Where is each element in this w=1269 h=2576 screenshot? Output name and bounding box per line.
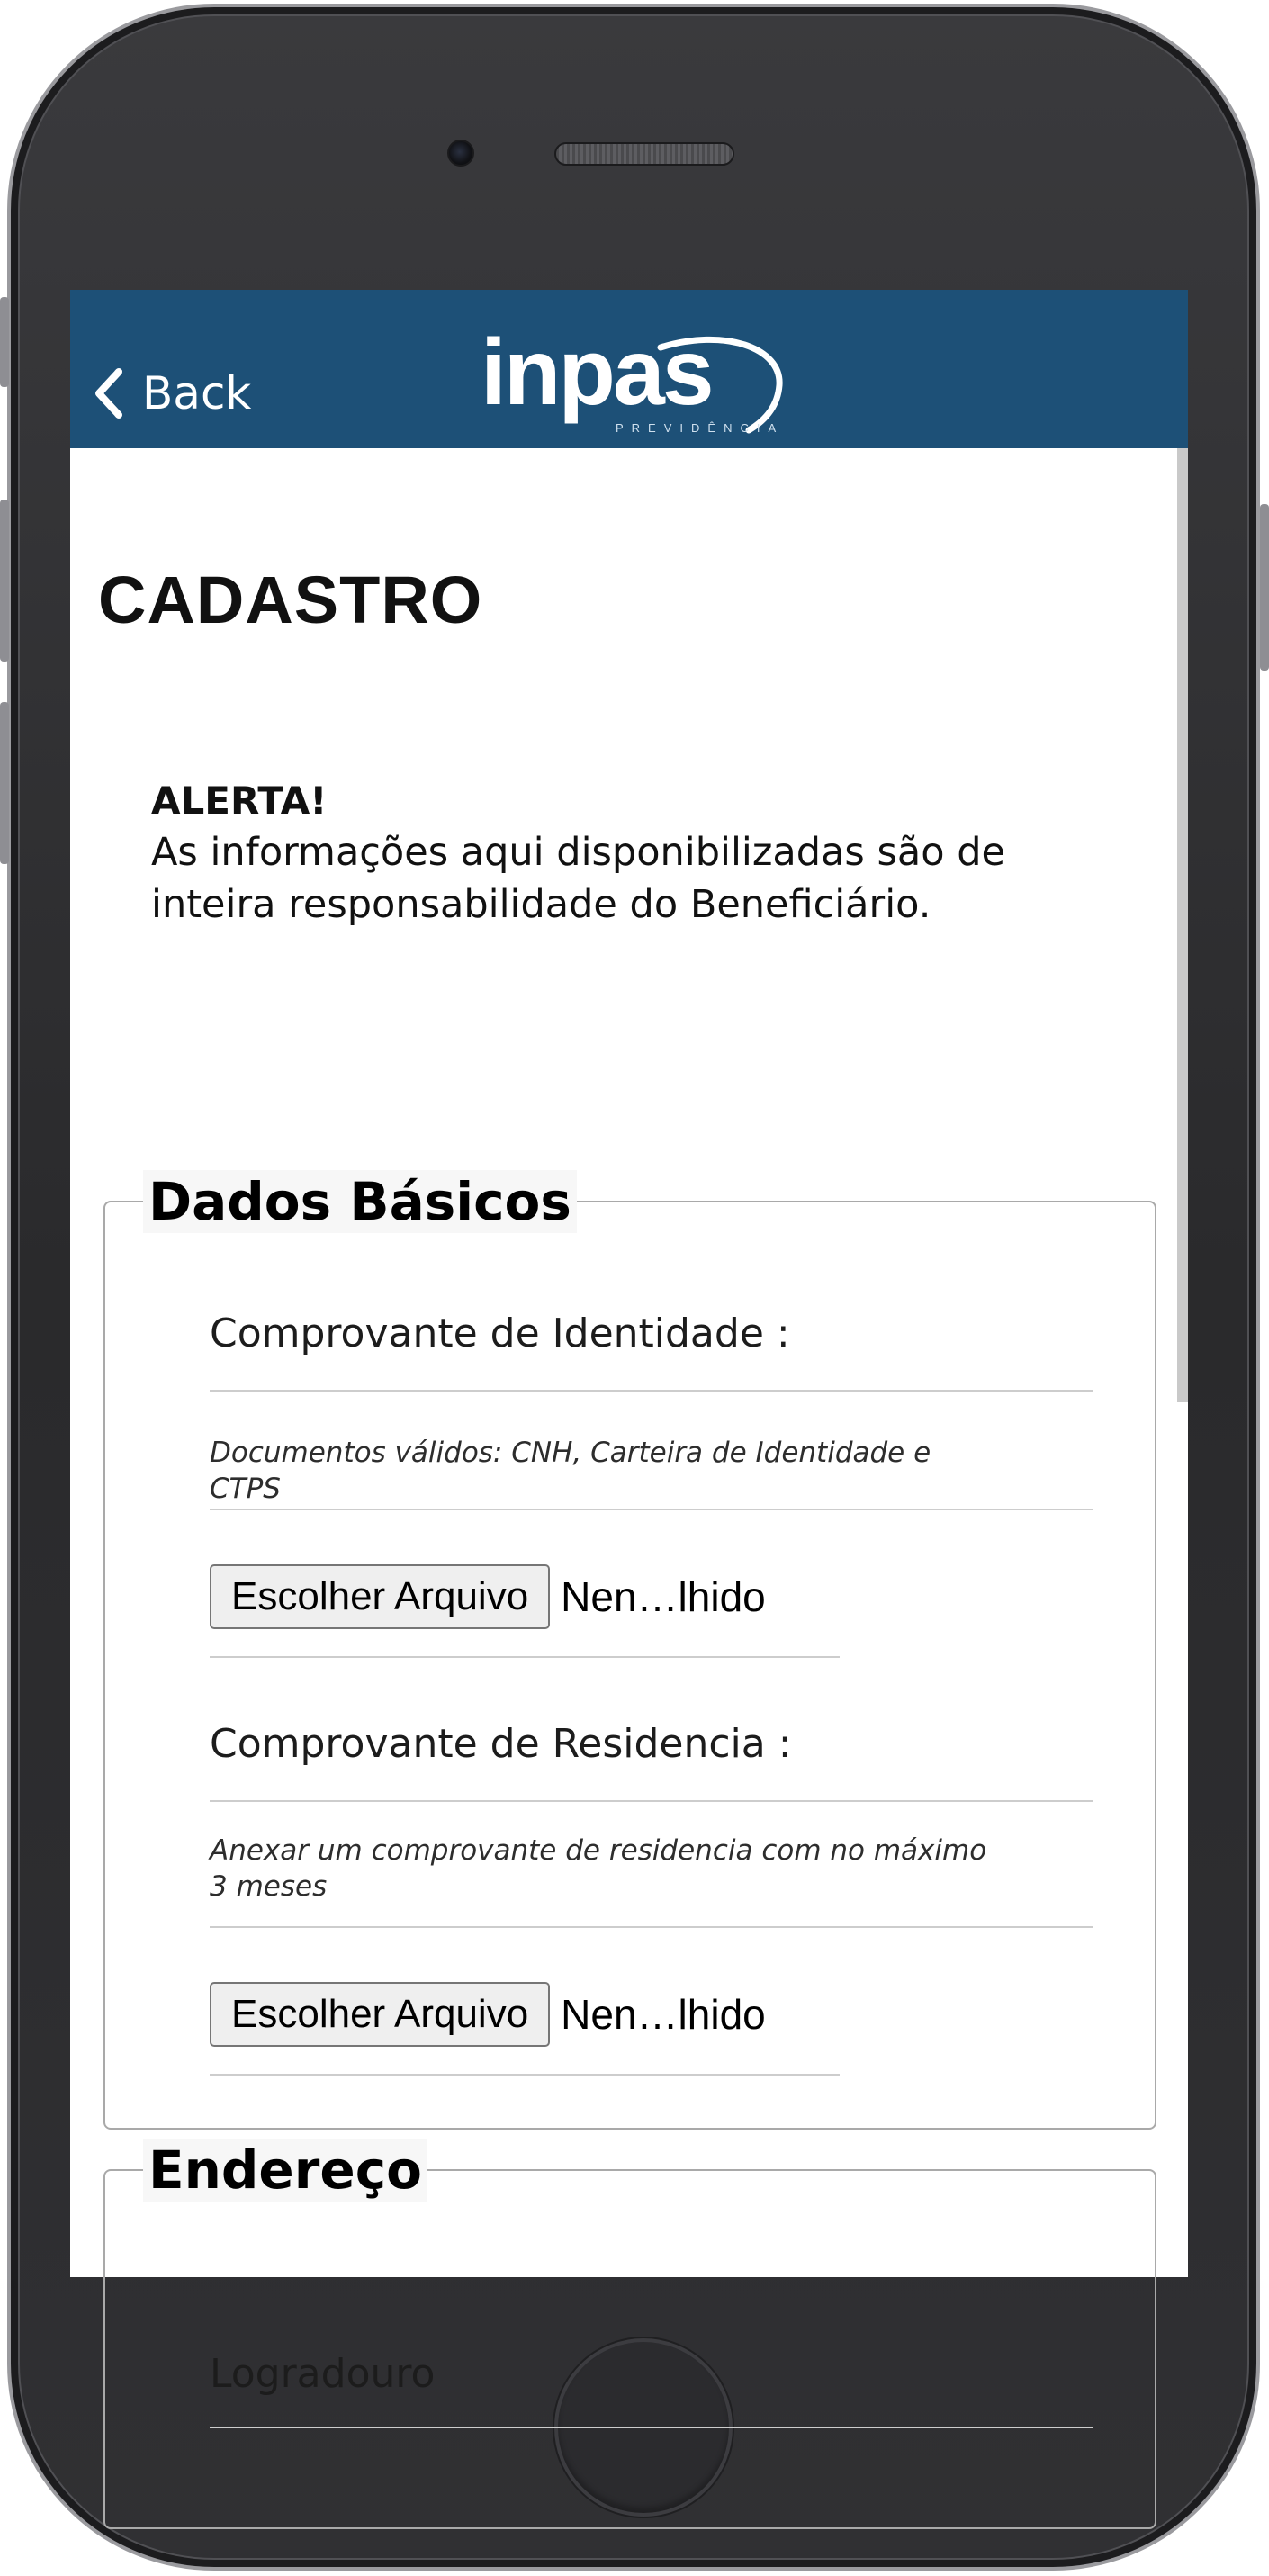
residence-hint: Anexar um comprovante de residencia com no máximo 3 meses bbox=[210, 1834, 987, 1903]
chevron-left-icon bbox=[90, 366, 130, 420]
divider bbox=[210, 1800, 1094, 1802]
inpas-logo bbox=[481, 320, 791, 439]
app-screen bbox=[70, 290, 1188, 2397]
identity-hint: Documentos válidos: CNH, Carteira de Identidade e CTPS bbox=[210, 1437, 932, 1505]
section-legend-basic: Dados Básicos bbox=[143, 1170, 577, 1233]
logo-subtext: PREVIDÊNCIA bbox=[616, 421, 785, 435]
divider bbox=[210, 1656, 840, 1658]
alert-text: As informações aqui disponibilizadas são de inteira responsabilidade do Beneficiário. bbox=[151, 830, 1005, 927]
back-button[interactable] bbox=[90, 362, 251, 425]
back-label: Back bbox=[142, 367, 252, 419]
logo-wordmark: inpas bbox=[481, 320, 712, 425]
alert-box bbox=[151, 776, 1087, 931]
section-basic-data bbox=[104, 1171, 1156, 2130]
divider bbox=[210, 2427, 1094, 2428]
residence-file-input[interactable] bbox=[210, 1982, 766, 2047]
earpiece-speaker bbox=[554, 142, 734, 166]
alert-title: ALERTA! bbox=[151, 779, 328, 823]
volume-down-button bbox=[0, 702, 9, 864]
app-header bbox=[70, 290, 1188, 448]
residence-choose-file-button[interactable]: Escolher Arquivo bbox=[210, 1982, 550, 2047]
identity-choose-file-button[interactable]: Escolher Arquivo bbox=[210, 1564, 550, 1629]
mute-switch bbox=[0, 297, 9, 387]
divider bbox=[210, 1926, 1094, 1928]
identity-file-input[interactable] bbox=[210, 1564, 766, 1629]
divider bbox=[210, 1509, 1094, 1510]
residence-file-status: Nen…lhido bbox=[561, 1991, 766, 2038]
identity-proof-label: Comprovante de Identidade : bbox=[210, 1311, 790, 1356]
divider bbox=[210, 1390, 1094, 1392]
section-address bbox=[104, 2139, 1156, 2529]
section-legend-address: Endereço bbox=[143, 2139, 428, 2202]
volume-up-button bbox=[0, 500, 9, 662]
street-label: Logradouro bbox=[210, 2351, 436, 2397]
divider bbox=[210, 2074, 840, 2076]
identity-file-status: Nen…lhido bbox=[561, 1573, 766, 1620]
power-button bbox=[1260, 504, 1269, 671]
residence-proof-label: Comprovante de Residencia : bbox=[210, 1721, 792, 1767]
page-title: CADASTRO bbox=[98, 563, 483, 637]
front-camera bbox=[447, 140, 474, 167]
scrollbar[interactable] bbox=[1177, 448, 1188, 1402]
